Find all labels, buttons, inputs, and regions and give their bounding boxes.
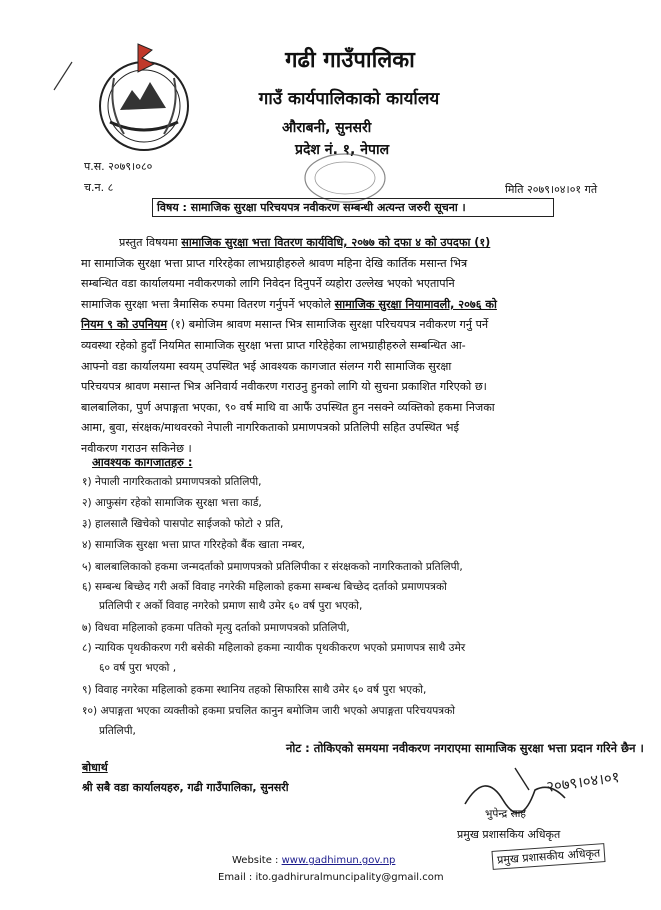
office-title: गाउँ कार्यपालिकाको कार्यालय — [258, 89, 440, 109]
letter-date: मिति २०७९।०४।०१ गते — [505, 183, 598, 196]
subject-line: विषय : सामाजिक सुरक्षा परिचयपत्र नवीकरण सम्बन्धी अत्यन्त जरुरी सूचना । — [152, 198, 554, 217]
office-province: प्रदेश नं. १, नेपाल — [295, 142, 390, 158]
svg-text:२०७९।०४।०१: २०७९।०४।०१ — [545, 767, 621, 796]
list-item: १) नेपाली नागरिकताको प्रमाणपत्रको प्रतिलिपी, — [82, 476, 262, 488]
municipality-title: गढी गाउँपालिका — [285, 48, 415, 73]
list-item: ६) सम्बन्ध बिच्छेद गरी अर्को विवाह नगरेकी महिलाको हकमा सम्बन्ध बिच्छेद दर्ताको प्रमाणपत्रको — [82, 581, 447, 593]
footer-website: Website : www.gadhimun.gov.np — [232, 855, 396, 866]
cc-heading: बोधार्थ — [82, 761, 108, 774]
list-item: ४) सामाजिक सुरक्षा भत्ता प्राप्त गरिरहेको बैंक खाता नम्बर, — [82, 539, 306, 551]
designation-stamp: प्रमुख प्रशासकीय अधिकृत — [491, 843, 605, 870]
notice-body: प्रस्तुत विषयमा सामाजिक सुरक्षा भत्ता वितरण कार्यविधि, २०७७ को दफा ४ को उपदफा (१) मा सामाजिक सुरक्षा भत्ता प्राप्त गरिरहेका लाभग्राहीहरुले श्रावण महिना देखि कार्तिक मसान्त भित्र सम्बन्धित वडा कार्यालयमा नवीकरणको लागि निवेदन दिनुपर्ने व्यहोरा उल्लेख भएको भएतापनि सामाजिक सुरक्षा भत्ता त्रैमासिक रुपमा वितरण गर्नुपर्ने भएकोले सामाजिक सुरक्षा नियामावली, २०७६ को नियम ९ को उपनियम (१) बमोजिम श्रावण मसान्त भित्र सामाजिक सुरक्षा परिचयपत्र नवीकरण गर्नु पर्ने व्यवस्था रहेको हुदाँ नियमित सामाजिक सुरक्षा भत्ता प्राप्त गरिहेहेका लाभग्राहीहरुले सम्बन्धित आ- आफ्नो वडा कार्यालयमा स्वयम् उपस्थित भई आवश्यक कागजात संलग्न गरी सामाजिक सुरक्षा परिचयपत्र श्रावण मसान्त भित्र अनिवार्य नवीकरण गराउनु हुनको लागि यो सुचना प्रकाशित गरिएको छ। बालबालिका, पुर्ण अपाङ्गता भएका, ९० वर्ष माथि वा आफैं उपस्थित हुन नसक्ने व्यक्तिको हकमा निजका आमा, बुवा, संरक्षक/माथवरको नेपाली नागरिकताको प्रमाणपत्रको प्रतिलिपी सहित उपस्थित भई नवीकरण गराउन सकिनेछ । — [81, 236, 497, 455]
signatory-title: प्रमुख प्रशासकिय अधिकृत — [457, 828, 561, 841]
cc-recipients: श्री सबै वडा कार्यालयहरु, गढी गाउँपालिका, सुनसरी — [82, 781, 289, 794]
list-item: १०) अपाङ्गता भएका व्यक्तीको हकमा प्रचलित कानुन बमोजिम जारी भएको अपाङ्गता परिचयपत्रको — [82, 705, 456, 717]
government-emblem — [80, 38, 208, 166]
documents-heading: आवश्यक कागजातहरु : — [92, 455, 193, 469]
list-item: प्रतिलिपी र अर्को विवाह नगरेको प्रमाण साथै उमेर ६० वर्ष पुरा भएको, — [99, 600, 363, 612]
list-item: ९) विवाह नगरेका महिलाको हकमा स्थानिय तहको सिफारिस साथै उमेर ६० वर्ष पुरा भएको, — [82, 684, 427, 696]
list-item: ६० वर्ष पुरा भएको , — [99, 662, 177, 674]
email-address[interactable]: ito.gadhiruralmuncipality@gmail.com — [255, 872, 444, 883]
list-item: प्रतिलिपी, — [99, 725, 136, 737]
list-item: ८) न्यायिक पृथकीकरण गरी बसेकी महिलाको हकमा न्यायीक पृथकीकरण भएको प्रमाणपत्र साथै उमेर — [82, 642, 466, 654]
website-link[interactable]: www.gadhimun.gov.np — [281, 855, 396, 866]
list-item: ५) बालबालिकाको हकमा जन्मदर्ताको प्रमाणपत्रको प्रतिलिपीका र संरक्षकको नागरिकताको प्रतिलिपी, — [82, 561, 463, 573]
note-text: नोट : तोकिएको समयमा नवीकरण नगराएमा सामाजिक सुरक्षा भत्ता प्रदान गरिने छैन । — [286, 741, 644, 755]
office-place: औराबनी, सुनसरी — [282, 120, 372, 136]
list-item: ७) विधवा महिलाको हकमा पतिको मृत्यु दर्ताको प्रमाणपत्रको प्रतिलिपी, — [82, 622, 350, 634]
letter-number: प.स. २०७९।०८० — [84, 160, 153, 173]
list-item: ३) हालसालै खिचेको पासपोट साईजको फोटो २ प्रति, — [82, 518, 284, 530]
handwritten-signature — [455, 760, 635, 820]
list-item: २) आफुसंग रहेको सामाजिक सुरक्षा भत्ता कार्ड, — [82, 497, 262, 509]
footer-email: Email : ito.gadhiruralmuncipality@gmail.com — [218, 872, 444, 883]
dispatch-number: च.न. ८ — [84, 181, 114, 194]
margin-mark — [52, 60, 74, 94]
signatory-name: भुपेन्द्र साह — [485, 808, 526, 820]
